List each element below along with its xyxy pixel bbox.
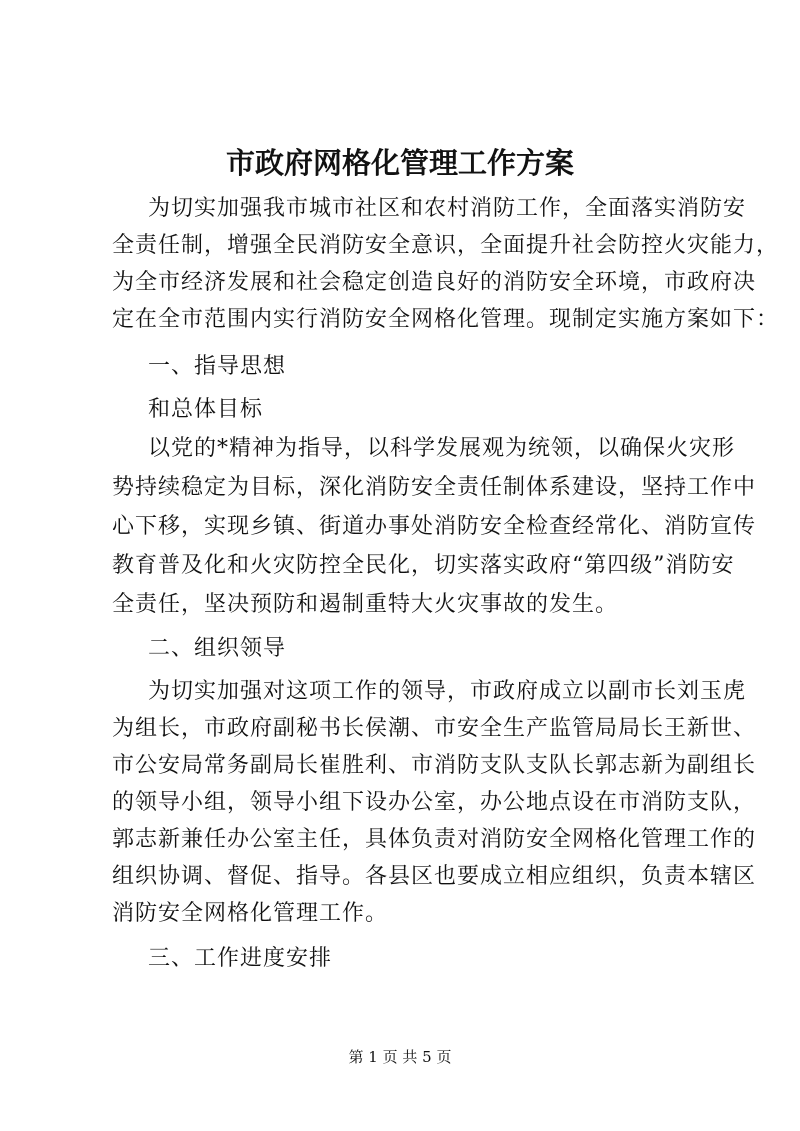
intro-line-2: 全责任制，增强全民消防安全意识，全面提升社会防控火灾能力， [112, 233, 780, 258]
section1-line-1: 以党的*精神为指导，以科学发展观为统领，以确保火灾形 [148, 436, 736, 461]
section2-line-7: 消防安全网格化管理工作。 [112, 901, 389, 926]
section2-heading: 二、组织领导 [148, 636, 287, 661]
section1-line-5: 全责任，坚决预防和遏制重特大火灾事故的发生。 [112, 592, 619, 617]
section2-line-5: 郭志新兼任办公室主任，具体负责对消防安全网格化管理工作的 [112, 827, 757, 852]
intro-line-3: 为全市经济发展和社会稳定创造良好的消防安全环境，市政府决 [112, 270, 757, 295]
intro-line-1: 为切实加强我市城市社区和农村消防工作，全面落实消防安 [148, 196, 747, 221]
section1-subheading: 和总体目标 [148, 397, 264, 422]
section2-line-6: 组织协调、督促、指导。各县区也要成立相应组织，负责本辖区 [112, 864, 757, 889]
section2-line-2: 为组长，市政府副秘书长侯潮、市安全生产监管局局长王新世、 [112, 716, 757, 741]
section1-line-4: 教育普及化和火灾防控全民化，切实落实政府“第四级”消防安 [112, 553, 735, 578]
intro-line-4: 定在全市范围内实行消防安全网格化管理。现制定实施方案如下： [112, 307, 780, 332]
document-title: 市政府网格化管理工作方案 [225, 146, 574, 180]
section1-heading: 一、指导思想 [148, 354, 287, 379]
section2-line-4: 的领导小组，领导小组下设办公室，办公地点设在市消防支队， [112, 790, 757, 815]
section2-line-1: 为切实加强对这项工作的领导，市政府成立以副市长刘玉虎 [148, 679, 747, 704]
page-number-footer: 第 1 页 共 5 页 [348, 1048, 452, 1066]
section2-line-3: 市公安局常务副局长崔胜利、市消防支队支队长郭志新为副组长 [112, 753, 757, 778]
section3-heading: 三、工作进度安排 [148, 946, 333, 971]
section1-line-2: 势持续稳定为目标，深化消防安全责任制体系建设，坚持工作中 [112, 475, 757, 500]
section1-line-3: 心下移，实现乡镇、街道办事处消防安全检查经常化、消防宣传 [112, 514, 757, 539]
